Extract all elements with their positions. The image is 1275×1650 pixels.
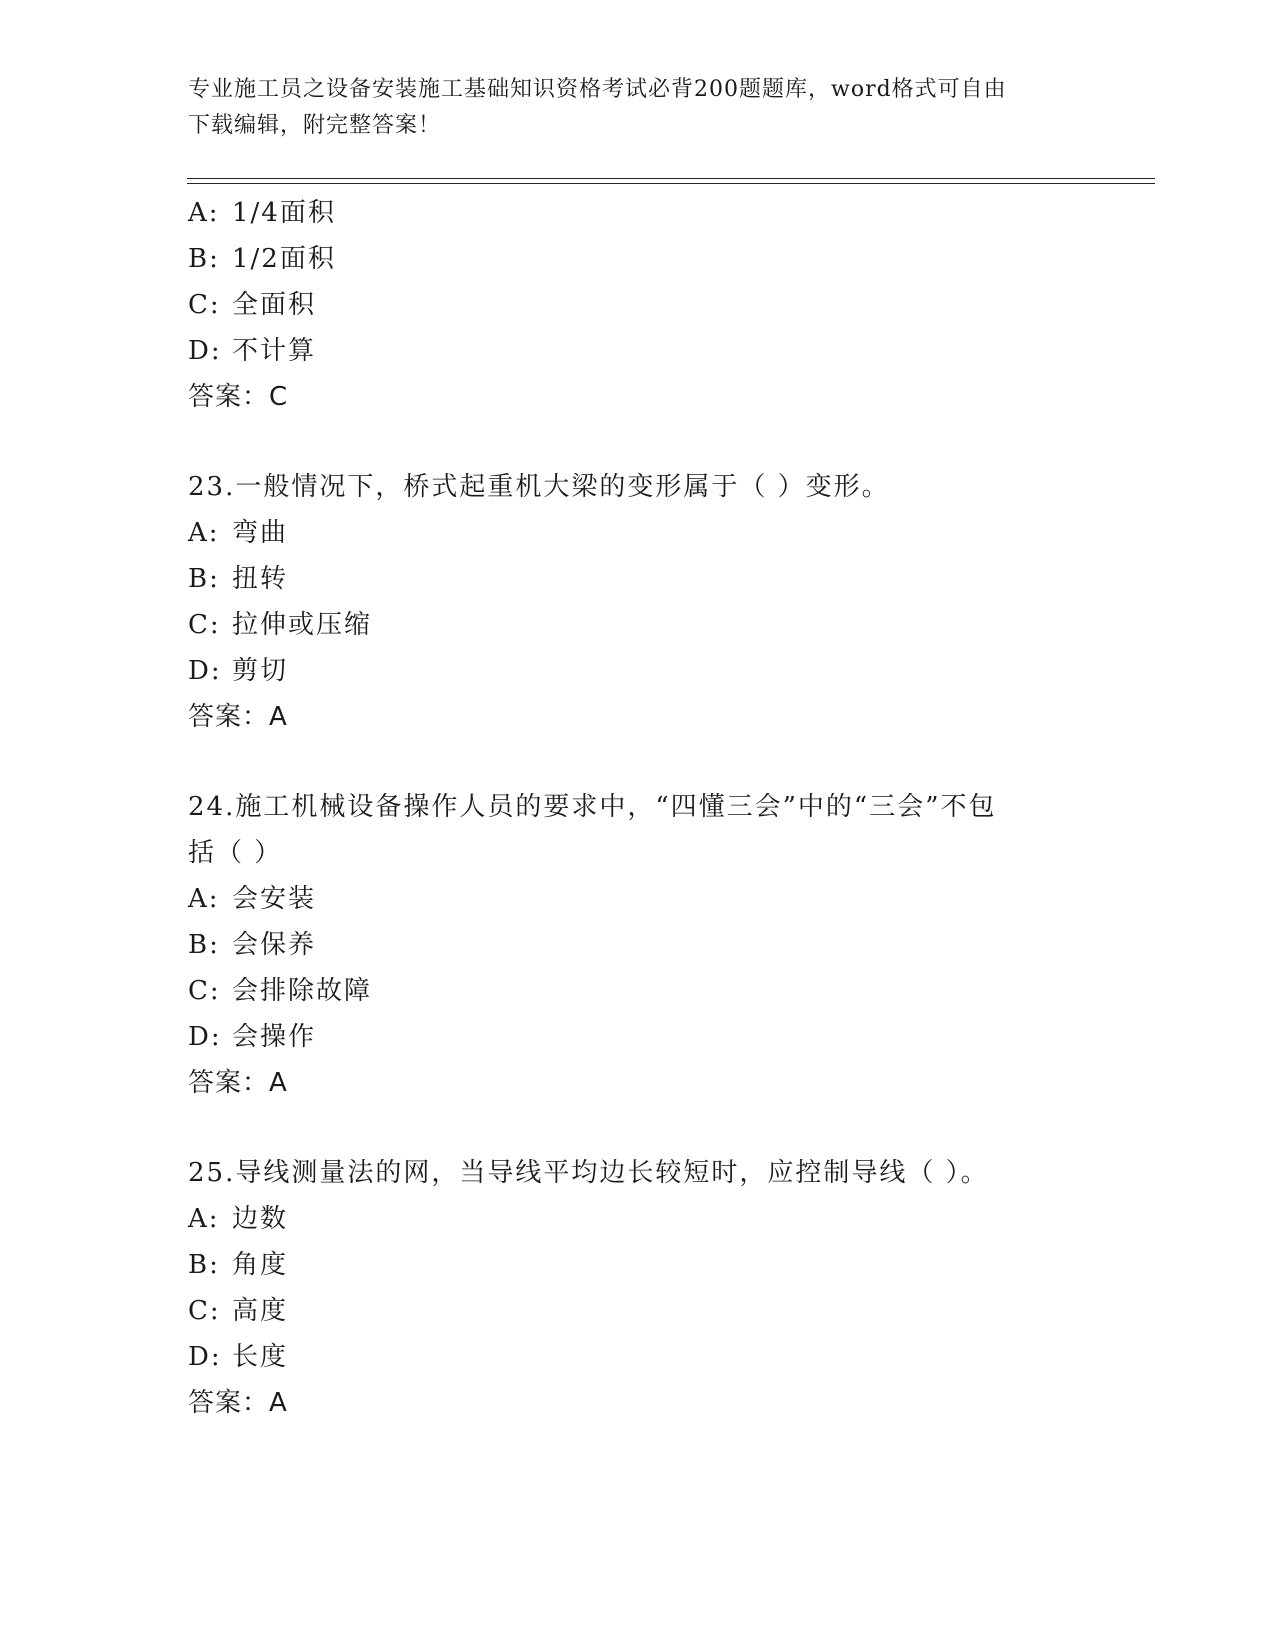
spacer bbox=[188, 740, 1088, 784]
option-text: 会保养 bbox=[232, 930, 317, 960]
option-d bbox=[188, 328, 1088, 374]
answer-line: 答案：A bbox=[188, 1068, 288, 1098]
header-divider-bottom bbox=[187, 183, 1155, 184]
option-label: A: bbox=[188, 884, 220, 914]
option-text: 角度 bbox=[232, 1250, 289, 1280]
option-label: D: bbox=[188, 336, 222, 366]
document-header bbox=[188, 72, 1088, 144]
header-divider-top bbox=[187, 178, 1155, 179]
option-b bbox=[188, 236, 1088, 282]
option-label: A: bbox=[188, 518, 220, 548]
question-stem-line-2: 括（ ） bbox=[188, 838, 283, 868]
option-label: B: bbox=[188, 244, 220, 274]
question-stem-line-1: 24.施工机械设备操作人员的要求中，“四懂三会”中的“三会”不包 bbox=[188, 792, 997, 822]
answer-line: 答案：A bbox=[188, 702, 288, 732]
option-text: 拉伸或压缩 bbox=[232, 610, 373, 640]
option-label: B: bbox=[188, 930, 220, 960]
option-label: D: bbox=[188, 1342, 222, 1372]
option-d bbox=[188, 1334, 1088, 1380]
option-label: B: bbox=[188, 1250, 220, 1280]
option-c bbox=[188, 968, 1088, 1014]
option-d bbox=[188, 1014, 1088, 1060]
option-label: C: bbox=[188, 290, 221, 320]
option-b bbox=[188, 1242, 1088, 1288]
option-b bbox=[188, 556, 1088, 602]
question-23 bbox=[188, 464, 1088, 740]
header-line-1: 专业施工员之设备安装施工基础知识资格考试必背200题题库，word格式可自由 bbox=[188, 77, 1007, 102]
option-label: B: bbox=[188, 564, 220, 594]
option-text: 全面积 bbox=[232, 290, 317, 320]
question-stem: 25.导线测量法的网，当导线平均边长较短时，应控制导线（ ）。 bbox=[188, 1158, 989, 1188]
answer-line: 答案：A bbox=[188, 1388, 288, 1418]
option-text: 1/2面积 bbox=[232, 244, 336, 274]
question-22 bbox=[188, 190, 1088, 420]
option-a bbox=[188, 876, 1088, 922]
answer-line: 答案：C bbox=[188, 382, 289, 412]
option-label: D: bbox=[188, 1022, 222, 1052]
option-a bbox=[188, 510, 1088, 556]
question-stem: 23.一般情况下，桥式起重机大梁的变形属于（ ）变形。 bbox=[188, 472, 890, 502]
option-a bbox=[188, 1196, 1088, 1242]
option-text: 高度 bbox=[232, 1296, 289, 1326]
option-label: C: bbox=[188, 976, 221, 1006]
question-content bbox=[188, 190, 1088, 1426]
option-label: C: bbox=[188, 1296, 221, 1326]
header-line-2: 下载编辑，附完整答案！ bbox=[188, 113, 442, 138]
option-text: 扭转 bbox=[232, 564, 289, 594]
option-d bbox=[188, 648, 1088, 694]
question-25 bbox=[188, 1150, 1088, 1426]
option-label: A: bbox=[188, 198, 220, 228]
spacer bbox=[188, 1106, 1088, 1150]
option-label: C: bbox=[188, 610, 221, 640]
option-a bbox=[188, 190, 1088, 236]
spacer bbox=[188, 420, 1088, 464]
option-text: 会安装 bbox=[232, 884, 317, 914]
option-text: 剪切 bbox=[232, 656, 289, 686]
option-text: 边数 bbox=[232, 1204, 289, 1234]
option-c bbox=[188, 282, 1088, 328]
option-b bbox=[188, 922, 1088, 968]
option-text: 会操作 bbox=[232, 1022, 317, 1052]
option-c bbox=[188, 602, 1088, 648]
option-text: 弯曲 bbox=[232, 518, 289, 548]
option-c bbox=[188, 1288, 1088, 1334]
question-24 bbox=[188, 784, 1088, 1106]
option-text: 1/4面积 bbox=[232, 198, 336, 228]
option-text: 不计算 bbox=[232, 336, 317, 366]
option-label: A: bbox=[188, 1204, 220, 1234]
option-text: 会排除故障 bbox=[232, 976, 373, 1006]
option-text: 长度 bbox=[232, 1342, 289, 1372]
option-label: D: bbox=[188, 656, 222, 686]
